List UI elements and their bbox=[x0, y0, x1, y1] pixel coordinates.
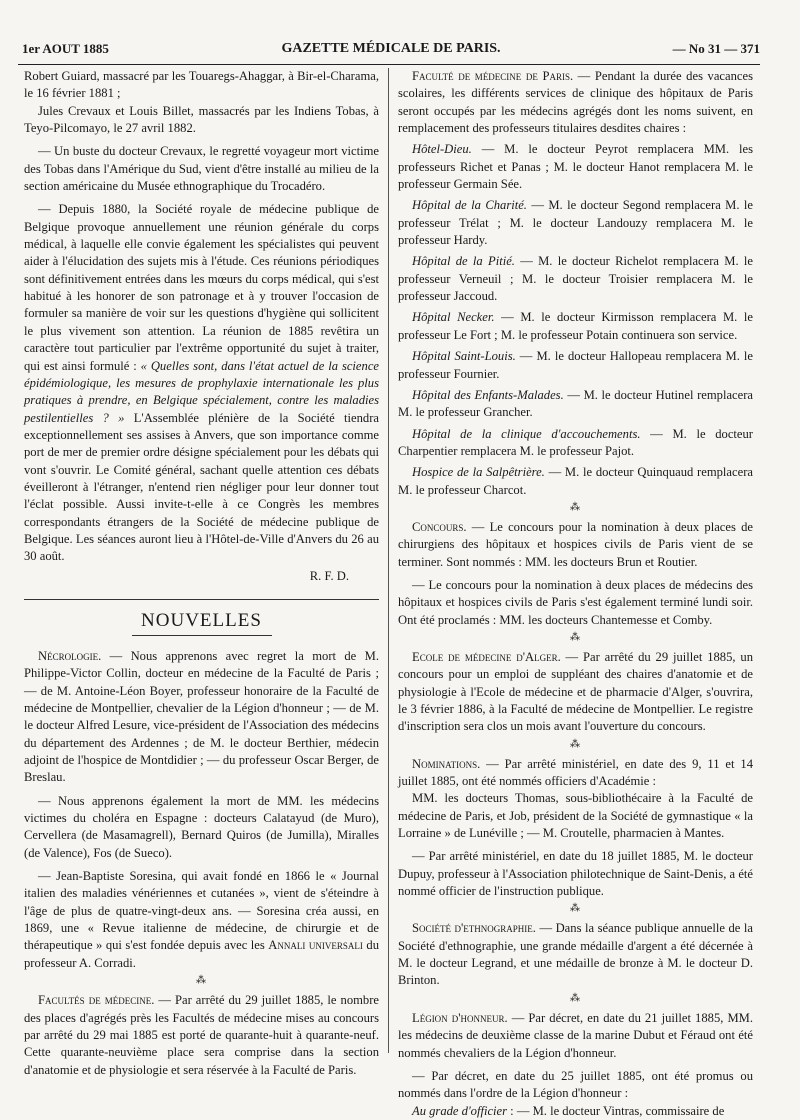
text-run: — M. le docteur Charpentier remplacera M. le professeur Pajot. bbox=[398, 426, 753, 458]
text-run: — Jean-Baptiste Soresina, qui avait fondé en 1866 le « Journal italien des maladies vénériennes et cutanées », vient de s'éteindre à l'âge de plus de quatre-vingt-deux ans. — Soresina créa aussi, en 1869, une « Revue italienne de médecine, de chirurgie et de thérapeutique » qui s'est fondée depuis avec les bbox=[24, 869, 379, 953]
separator-stars: ⁂ bbox=[570, 501, 581, 513]
paragraph bbox=[24, 201, 379, 565]
hospital-entry bbox=[398, 464, 753, 499]
text-run: — Pendant la durée des vacances scolaires, les différents services de clinique des hôpitaux de Paris seront occupés par les médecins agrégés dont les noms suivent, en remplacement des professeurs titulaires desdites chaires : bbox=[398, 69, 753, 136]
paragraph bbox=[398, 920, 753, 989]
text-run: — M. le docteur Richelot remplacera M. le professeur Verneuil ; M. le docteur Troisier remplacera M. le professeur Jaccoud. bbox=[398, 254, 753, 304]
paragraph bbox=[24, 868, 379, 972]
right-column bbox=[398, 68, 754, 1118]
hospital-entry bbox=[398, 141, 753, 193]
section-rule bbox=[24, 599, 379, 600]
text-run: L'Assemblée plénière de la Société tiendra exceptionnellement ses assises à Anvers, que son importance comme port de mer de premier ordre désigne spécialement pour les débats qui vont s'ouvrir. Le Comité général, sachant quelle attention ces débats éveilleront à l'étranger, n'entend rien négliger pour leur donner tout l'éclat possible. Aussi invite-t-elle à ce Congrès les membres correspondants étrangers de la Société de médecine publique de Belgique. Les séances auront lieu à l'Hôtel-de-Ville d'Anvers du 26 au 30 août. bbox=[24, 410, 379, 564]
text-run: — Par décret, en date du 21 juillet 1885, MM. les médecins de deuxième classe de la marine Dubut et Féraud ont été nommés chevaliers de la Légion d'honneur. bbox=[398, 1010, 754, 1060]
separator-stars: ⁂ bbox=[196, 975, 207, 987]
paragraph bbox=[398, 68, 753, 137]
rubric-label: Ecole de médecine d'Alger. bbox=[412, 649, 561, 664]
text-run: — Par arrêté ministériel, en date des 9, 11 et 14 juillet 1885, ont été nommés officiers d'Académie : bbox=[398, 756, 753, 789]
paragraph bbox=[398, 1103, 753, 1120]
header-number: — No 31 — 371 bbox=[672, 41, 760, 56]
rubric-label: Concours. bbox=[412, 519, 467, 534]
header-title: GAZETTE MÉDICALE DE PARIS. bbox=[281, 41, 501, 56]
separator-stars: ⁂ bbox=[570, 992, 581, 1004]
hospital-name: Hospice de la Salpêtrière. bbox=[412, 465, 545, 480]
journal-name: Annali universali bbox=[268, 938, 363, 953]
paragraph: Jules Crevaux et Louis Billet, massacrés par les Indiens Tobas, à Teyo-Pilcomayo, le 27 avril 1882. bbox=[24, 103, 379, 136]
section-title: NOUVELLES bbox=[132, 610, 272, 636]
paragraph bbox=[24, 992, 379, 1079]
header-date: 1er AOUT 1885 bbox=[22, 41, 109, 56]
text-run: — M. le docteur Hutinel remplacera M. le professeur Grancher. bbox=[398, 387, 754, 420]
text-run: — Nous apprenons avec regret la mort de M. Philippe-Victor Collin, docteur en médecine de la Faculté de Paris ; — de M. Antoine-Léon Boyer, professeur honoraire de la Faculté de médecine de Montpellier, chevalier de la Légion d'honneur ; — de M. le docteur Alfred Lesure, vice-président de l'Association des médecins du département des Ardennes ; de M. le docteur Berthier, médecin adjoint de l'hospice de Montdidier ; — du professeur Oscar Berger, de Breslau. bbox=[24, 648, 379, 785]
separator-stars: ⁂ bbox=[570, 903, 581, 915]
hospital-name: Hôpital Saint-Louis. bbox=[412, 349, 516, 364]
italic-quote: « Quelles sont, dans l'état actuel de la science épidémiologique, les mesures de prophylaxie internationale les plus pratiques à prendre, en Belgique spécialement, contre les maladies pestilentielles ? » bbox=[24, 358, 379, 425]
rubric-label: Nominations. bbox=[412, 756, 481, 771]
hospital-entry bbox=[398, 387, 753, 422]
separator-stars: ⁂ bbox=[570, 631, 581, 643]
text-run: — M. le docteur Segond remplacera M. le professeur Trélat ; M. le docteur Landouzy remplacera M. le professeur Hardy. bbox=[398, 198, 754, 248]
text-run: — M. le docteur Quinquaud remplacera M. le professeur Charcot. bbox=[398, 465, 753, 497]
paragraph: Robert Guiard, massacré par les Touaregs-Ahaggar, à Bir-el-Charama, le 16 février 1881 ; bbox=[24, 69, 379, 101]
signature: R. F. D. bbox=[309, 568, 349, 583]
paragraph: — Par arrêté ministériel, en date du 18 juillet 1885, M. le docteur Dupuy, professeur à l'Association philotechnique de Saint-Denis, a été nommé officier de l'instruction publique. bbox=[398, 849, 753, 899]
paragraph bbox=[398, 519, 753, 571]
rubric-label: Légion d'honneur. bbox=[412, 1010, 508, 1025]
rubric-label: Faculté de médecine de Paris. bbox=[412, 69, 574, 83]
paragraph bbox=[398, 649, 753, 736]
text-run: — Par arrêté du 29 juillet 1885, le nombre des places d'agrégés près les Facultés de médecine mises au concours par arrêté du 29 mai 1885 est porté de quarante-huit à quarante-neuf. Cette quarante-neuvième place sera comprise dans la section d'anatomie et de physiologie et sera réservée à la Faculté de Paris. bbox=[24, 993, 379, 1077]
text-run: du professeur A. Corradi. bbox=[24, 938, 379, 970]
hospital-name: Hôtel-Dieu. bbox=[412, 142, 472, 157]
hospital-entry bbox=[398, 309, 753, 344]
hospital-name: Hôpital de la Charité. bbox=[412, 198, 527, 213]
paragraph: MM. les docteurs Thomas, sous-bibliothécaire à la Faculté de médecine de Paris, et Job, président de la Société de gymnastique « la Lorraine » de Lunéville ; — M. Croutelle, pharmacien à Mantes. bbox=[398, 791, 753, 841]
paragraph bbox=[398, 756, 753, 791]
text-run: — M. le docteur Kirmisson remplacera M. le professeur Le Fort ; M. le professeur Potain continuera son service. bbox=[398, 310, 754, 342]
hospital-entry bbox=[398, 197, 753, 249]
left-column bbox=[24, 68, 379, 1077]
paragraph bbox=[398, 1010, 753, 1062]
hospital-name: Hôpital Necker. bbox=[412, 310, 495, 325]
text-run: — Dans la séance publique annuelle de la Société d'ethnographie, une grande médaille d'argent a été décernée à M. le docteur Legrand, et une médaille de bronze à M. le docteur D. Brinton. bbox=[398, 921, 753, 988]
header-rule bbox=[18, 64, 760, 65]
rubric-label: Société d'ethnographie. bbox=[412, 921, 536, 936]
text-run: : — M. le docteur Vintras, commissaire de bbox=[507, 1103, 725, 1118]
hospital-entry bbox=[398, 426, 753, 461]
text-run: — Depuis 1880, la Société royale de médecine publique de Belgique provoque annuellement une réunion générale du corps médical, à laquelle elle convie également les spécialistes qui peuvent aider à l'élucidation des sujets mis à l'étude. Ces réunions périodiques sont définitivement entrées dans les mœurs du corps médical, qui s'est habitué à les honorer de son patronage et à y trouver l'occasion de formuler sa manière de voir sur les questions d'hygiène qui sollicitent le plus vivement son attention. La réunion de 1885 revêtira un caractère tout particulier par l'extrême opportunité du sujet à traiter, qui est ainsi formulé : bbox=[24, 202, 379, 373]
paragraph: — Nous apprenons également la mort de MM. les médecins victimes du choléra en Espagne : docteurs Calatayud (de Muro), Cervellera (de Masamagrell), Bernard Quiros (de Jumilla), Miralles (de Valence), Fos (de Sueco). bbox=[24, 793, 379, 860]
rubric-label: Nécrologie. bbox=[38, 648, 102, 663]
separator-stars: ⁂ bbox=[570, 738, 581, 750]
text-run: — M. le docteur Peyrot remplacera MM. les professeurs Richet et Panas ; M. le docteur Hanot remplacera M. le professeur Germain Sée. bbox=[398, 142, 753, 192]
hospital-entry bbox=[398, 348, 753, 383]
hospital-name: Hôpital de la clinique d'accouchements. bbox=[412, 426, 641, 441]
hospital-name: Hôpital de la Pitié. bbox=[412, 254, 515, 269]
text-run: — Par arrêté du 29 juillet 1885, un concours pour un emploi de suppléant des chaires d'anatomie et de physiologie à l'Ecole de médecine et de pharmacie d'Alger, s'ouvrira, le 3 février 1886, à la Faculté de médecine de Montpellier. Le registre d'inscription sera clos un mois avant l'ouverture du concours. bbox=[398, 649, 753, 734]
text-run: — Le concours pour la nomination à deux places de chirurgiens des hôpitaux et hospices civils de Paris vient de se terminer. Sont nommés : MM. les docteurs Brun et Routier. bbox=[398, 519, 753, 569]
rubric-label: Facultés de médecine. bbox=[38, 993, 155, 1008]
grade-label: Au grade d'officier bbox=[412, 1103, 508, 1118]
text-run: — M. le docteur Hallopeau remplacera M. le professeur Fournier. bbox=[398, 349, 753, 381]
hospital-name: Hôpital des Enfants-Malades. bbox=[412, 387, 564, 402]
column-divider bbox=[388, 68, 389, 1053]
paragraph bbox=[24, 648, 379, 787]
paragraph: — Le concours pour la nomination à deux places de médecins des hôpitaux et hospices civils de Paris s'est également terminé lundi soir. Ont été proclamés : MM. les docteurs Chantemesse et Comby. bbox=[398, 577, 753, 627]
hospital-entry bbox=[398, 253, 753, 305]
paragraph: — Un buste du docteur Crevaux, le regretté voyageur mort victime des Tobas dans l'Amérique du Sud, vient d'être installé au milieu de la section américaine du Musée ethnographique du Trocadéro. bbox=[24, 144, 379, 194]
page-header bbox=[22, 38, 760, 60]
paragraph: — Par décret, en date du 25 juillet 1885, ont été promus ou nommés dans l'ordre de la Légion d'honneur : bbox=[398, 1068, 753, 1101]
